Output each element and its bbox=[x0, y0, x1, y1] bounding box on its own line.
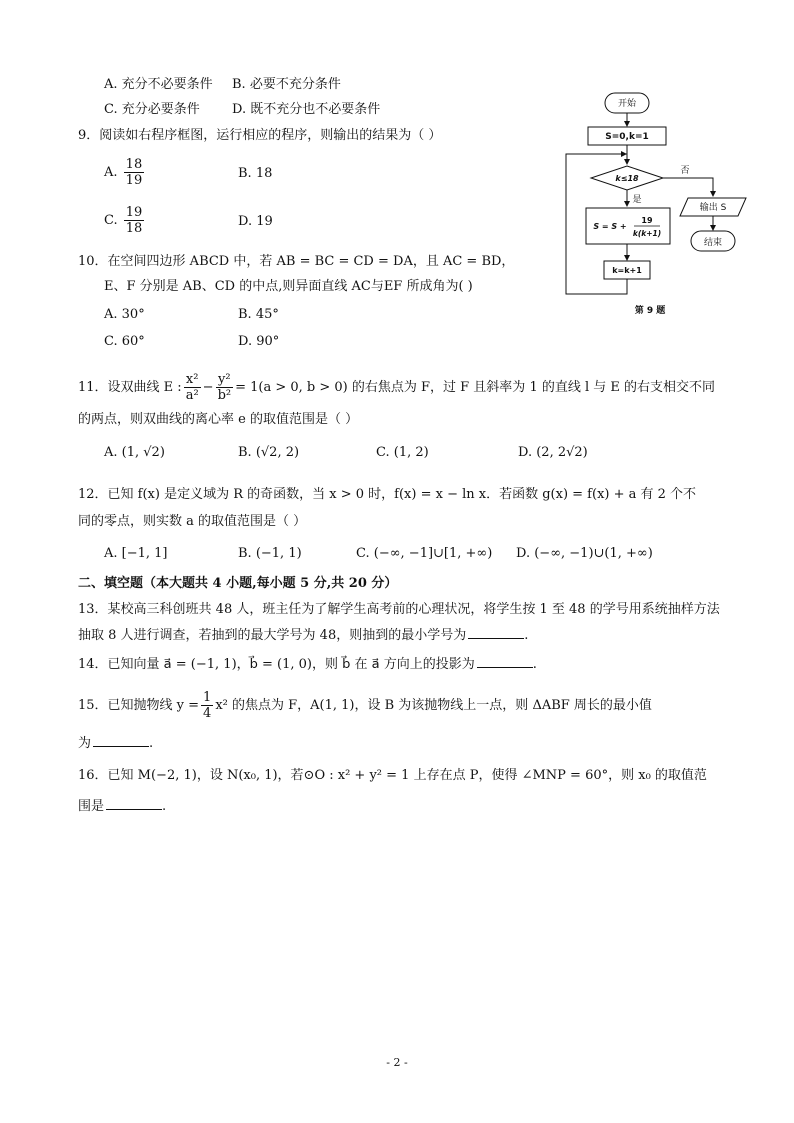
q11-stem-pre: 11．设双曲线 E : bbox=[78, 380, 182, 395]
q9-c-numerator: 19 bbox=[125, 205, 143, 220]
q9-a-denominator: 19 bbox=[125, 173, 143, 188]
q16-answer-blank bbox=[106, 797, 162, 810]
flow-start-text: 开始 bbox=[617, 99, 637, 109]
q9-option-b: B. 18 bbox=[238, 166, 273, 181]
q13-stem-1: 13．某校高三科创班共 48 人，班主任为了解学生高考前的心理状况，将学生按 1 至 48 的学号用系统抽样方法 bbox=[78, 602, 720, 617]
q11-stem-post: = 1(a > 0, b > 0) 的右焦点为 F，过 F 且斜率为 1 的直线 l 与 E 的右支相交不同 bbox=[235, 380, 716, 395]
q9-option-d: D. 19 bbox=[238, 214, 273, 229]
q12-option-a: A. [−1, 1] bbox=[104, 546, 168, 561]
q11-option-b: B. (√2, 2) bbox=[238, 445, 300, 460]
q11-option-d: D. (2, 2√2) bbox=[518, 445, 588, 460]
q9-option-c bbox=[104, 205, 146, 236]
q12-option-c: C. (−∞, −1]∪[1, +∞) bbox=[356, 546, 493, 561]
q11-y-fraction bbox=[216, 372, 234, 403]
q15-stem-2-text: 为 bbox=[78, 736, 92, 751]
flow-caption: 第 9 题 bbox=[634, 306, 666, 316]
q11-stem-2: 的两点，则双曲线的离心率 e 的取值范围是（ ） bbox=[78, 412, 359, 427]
q15-fraction bbox=[201, 690, 213, 721]
flow-assign-den: k(k+1) bbox=[632, 229, 662, 238]
flow-end-text: 结束 bbox=[703, 238, 723, 248]
q13-stem-2 bbox=[78, 626, 528, 645]
q12-stem-2: 同的零点，则实数 a 的取值范围是（ ） bbox=[78, 514, 307, 529]
q11-stem-1: 11．设双曲线 E : $\frac{\text{x²}}{\text{a²}}$ − $\frac{\text{y²}}{\text{b²}}$ = 1(a > 0, b > 0) 的右焦点为 F，过 F 且斜率为 1 的直线 l 与 E 的右支相交不同 bbox=[78, 372, 716, 403]
q16-end: . bbox=[162, 799, 167, 814]
q10-option-a: A. 30° bbox=[104, 307, 145, 322]
flow-assign-num: 19 bbox=[641, 216, 653, 225]
q13-end: . bbox=[524, 628, 529, 643]
q14-answer-blank bbox=[477, 655, 533, 668]
q11-option-a: A. (1, √2) bbox=[104, 445, 165, 460]
q11-x-den: a² bbox=[185, 388, 199, 403]
q15-frac-den: 4 bbox=[203, 706, 212, 721]
q8-option-a: A. 充分不必要条件 bbox=[104, 77, 213, 92]
q15-end: . bbox=[149, 736, 154, 751]
section-2-title: 二、填空题（本大题共 4 小题,每小题 5 分,共 20 分） bbox=[78, 576, 398, 591]
q15-answer-blank bbox=[93, 734, 149, 747]
q8-option-d: D. 既不充分也不必要条件 bbox=[232, 102, 381, 117]
q9-option-c-label: C. bbox=[104, 213, 118, 228]
q16-stem-2 bbox=[78, 797, 166, 816]
q9-option-a-label: A. bbox=[104, 165, 118, 180]
q10-stem-2: E、F 分别是 AB、CD 的中点,则异面直线 AC与EF 所成角为( ) bbox=[104, 279, 473, 294]
q10-option-c: C. 60° bbox=[104, 334, 145, 349]
q14-stem bbox=[78, 655, 537, 674]
q13-stem-2-text: 抽取 8 人进行调查，若抽到的最大学号为 48，则抽到的最小学号为 bbox=[78, 628, 467, 643]
q9-a-numerator: 18 bbox=[125, 157, 143, 172]
flow-assign-left: S = S + bbox=[593, 222, 627, 231]
q15-stem-pre: 15．已知抛物线 y = bbox=[78, 698, 200, 713]
q10-stem-1: 10．在空间四边形 ABCD 中，若 AB = BC = CD = DA，且 AC = BD， bbox=[78, 254, 515, 269]
flow-output-text: 输出 S bbox=[699, 203, 727, 213]
q14-stem-text: 14．已知向量 a⃗ = (−1, 1)，b⃗ = (1, 0)，则 b⃗ 在 a⃗ 方向上的投影为 bbox=[78, 657, 475, 672]
q8-option-b: B. 必要不充分条件 bbox=[232, 77, 341, 92]
q15-stem-1 bbox=[78, 690, 652, 721]
q13-answer-blank bbox=[468, 626, 524, 639]
q16-stem-2-text: 围是 bbox=[78, 799, 105, 814]
q12-option-b: B. (−1, 1) bbox=[238, 546, 302, 561]
flow-cond-text: k≤18 bbox=[615, 174, 639, 183]
flow-yes-label: 是 bbox=[632, 195, 642, 205]
flow-no-label: 否 bbox=[680, 166, 690, 176]
page-number: - 2 - bbox=[386, 1056, 408, 1069]
q12-stem-1: 12．已知 f(x) 是定义域为 R 的奇函数，当 x > 0 时，f(x) = x − ln x．若函数 g(x) = f(x) + a 有 2 个不 bbox=[78, 487, 697, 502]
q9-c-denominator: 18 bbox=[125, 221, 143, 236]
q8-option-c: C. 充分必要条件 bbox=[104, 102, 200, 117]
q11-x-fraction bbox=[184, 372, 201, 403]
q11-x-num: x² bbox=[184, 372, 201, 388]
q10-option-d: D. 90° bbox=[238, 334, 280, 349]
q9-option-a bbox=[104, 157, 146, 188]
q14-end: . bbox=[532, 657, 537, 672]
q11-y-den: b² bbox=[217, 388, 232, 403]
q11-option-c: C. (1, 2) bbox=[376, 445, 429, 460]
q12-option-d: D. (−∞, −1)∪(1, +∞) bbox=[516, 546, 653, 561]
flow-init-text: S=0,k=1 bbox=[605, 132, 649, 142]
flow-inc-text: k=k+1 bbox=[612, 266, 642, 275]
flowchart-diagram bbox=[560, 88, 760, 328]
q15-stem-2 bbox=[78, 734, 153, 753]
q10-option-b: B. 45° bbox=[238, 307, 279, 322]
q9-option-a-fraction bbox=[124, 157, 145, 188]
q15-frac-num: 1 bbox=[203, 690, 212, 705]
q11-y-num: y² bbox=[216, 372, 234, 388]
q15-stem-post: x² 的焦点为 F，A(1, 1)，设 B 为该抛物线上一点，则 ΔABF 周长的最小值 bbox=[215, 698, 652, 713]
q9-option-c-fraction bbox=[124, 205, 145, 236]
q16-stem-1: 16．已知 M(−2, 1)，设 N(x₀, 1)，若⊙O : x² + y² = 1 上存在点 P，使得 ∠MNP = 60°，则 x₀ 的取值范 bbox=[78, 768, 707, 783]
q9-stem: 9．阅读如右程序框图，运行相应的程序，则输出的结果为（ ） bbox=[78, 128, 442, 143]
